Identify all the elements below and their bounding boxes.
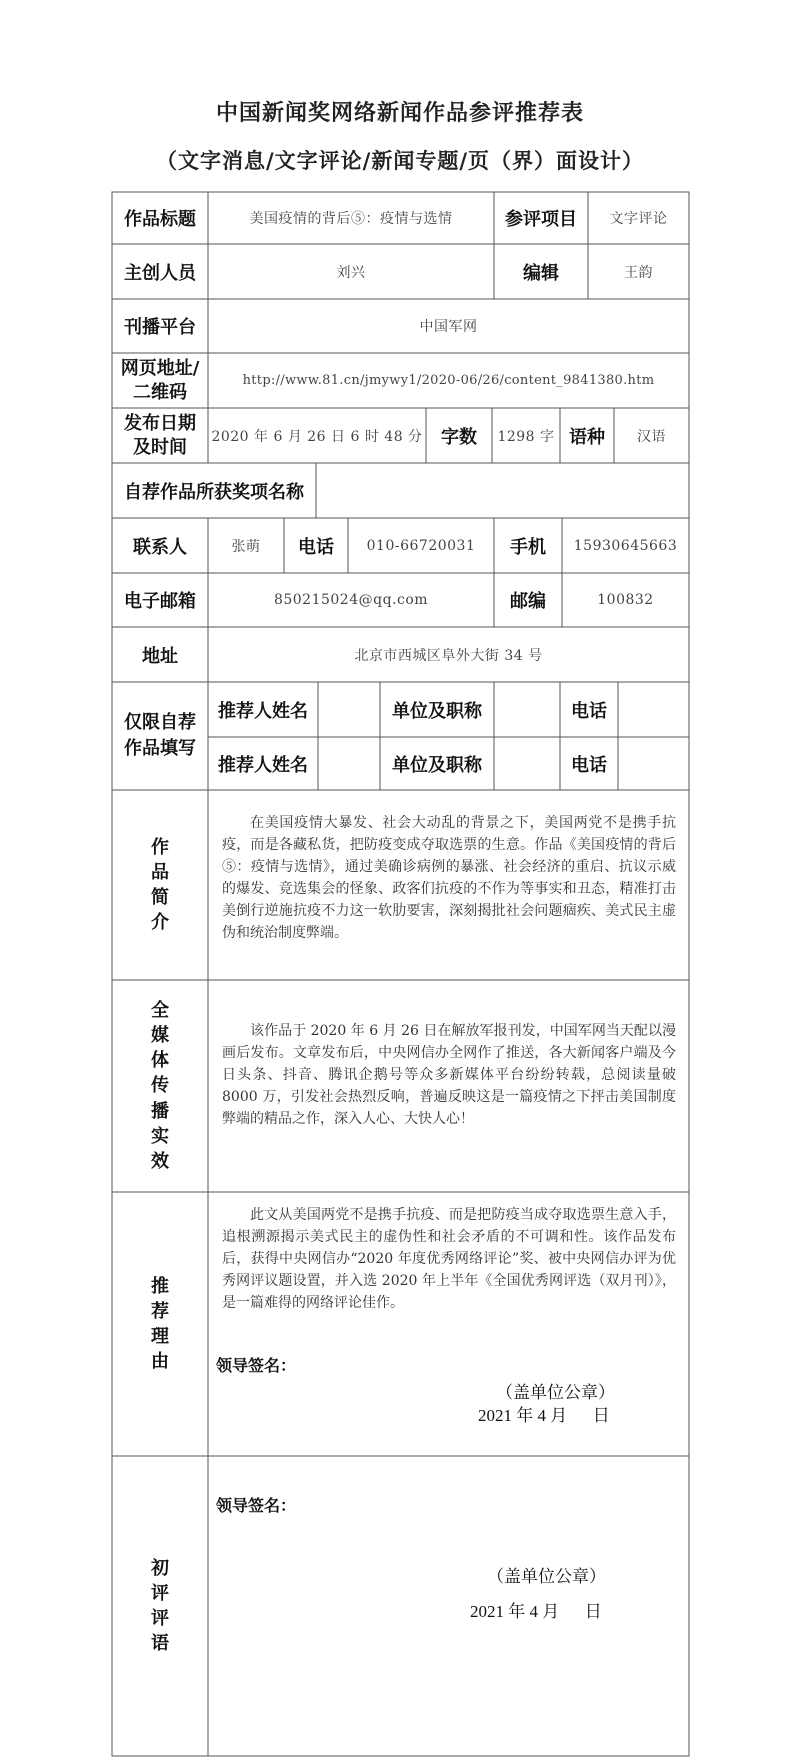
creator-value: 刘兴 — [336, 264, 366, 281]
work-title-label: 作品标题 — [124, 209, 196, 230]
address-label: 地址 — [142, 645, 178, 667]
work-title-value: 美国疫情的背后⑤：疫情与选情 — [249, 211, 453, 227]
url-value: http://www.81.cn/jmywy1/2020-06/26/content_9841380.htm — [242, 373, 655, 388]
phone-value: 010-66720031 — [366, 537, 476, 554]
initial-date: 2021 年 4 月 日 — [470, 1602, 602, 1621]
recommender-name-label-1: 推荐人姓名 — [218, 700, 308, 722]
email-label: 电子邮箱 — [124, 591, 196, 612]
awards-value — [316, 463, 689, 518]
effect-label: 全 媒 体 传 播 实 效 — [151, 999, 169, 1172]
recommender-phone-label-2: 电话 — [571, 754, 607, 776]
recommender-name-label-2: 推荐人姓名 — [218, 754, 308, 776]
page-title: 中国新闻奖网络新闻作品参评推荐表 — [215, 100, 584, 126]
language-value: 汉语 — [637, 428, 666, 445]
postcode-value: 100832 — [597, 592, 654, 608]
reason-label: 推 荐 理 由 — [151, 1275, 169, 1373]
email-value: 850215024@qq.com — [273, 592, 429, 608]
reason-date: 2021 年 4 月 日 — [478, 1406, 610, 1425]
word-count-label: 字数 — [441, 426, 477, 448]
summary-label: 作 品 简 介 — [151, 836, 169, 934]
platform-value: 中国军网 — [419, 319, 478, 335]
reason-signature: 领导签名： — [216, 1356, 297, 1375]
word-count-value: 1298 字 — [497, 428, 555, 445]
contact-label: 联系人 — [133, 536, 187, 558]
editor-label: 编辑 — [523, 262, 559, 284]
phone-label: 电话 — [298, 536, 334, 558]
postcode-label: 邮编 — [510, 591, 546, 612]
reason-seal: （盖单位公章） — [496, 1383, 615, 1403]
platform-label: 刊播平台 — [124, 317, 196, 338]
initial-label: 初 评 评 语 — [151, 1557, 169, 1655]
category-value: 文字评论 — [609, 211, 668, 227]
recommender-phone-label-1: 电话 — [571, 700, 607, 722]
page-subtitle: （文字消息/文字评论/新闻专题/页（界）面设计） — [155, 148, 644, 173]
address-value: 北京市西城区阜外大街 34 号 — [354, 647, 543, 664]
editor-value: 王韵 — [624, 264, 653, 281]
mobile-value: 15930645663 — [573, 537, 678, 554]
language-label: 语种 — [569, 426, 605, 448]
effect-text: 该作品于 2020 年 6 月 26 日在解放军报刊发，中国军网当天配以漫画后发布。文章发布后，中央网信办全网作了推送，各大新闻客户端及今日头条、抖音、腾讯企鹅号等众多新媒体平台纷纷转载，总阅读量破 8000 万，引发社会热烈反响，普遍反映这是一篇疫情之下抨击美国制度弊端的精品之作，深入人心、大快人心！ — [222, 1023, 676, 1127]
contact-value: 张萌 — [231, 538, 261, 555]
initial-signature: 领导签名： — [216, 1496, 297, 1515]
recommender-unit-label-2: 单位及职称 — [392, 754, 482, 776]
url-label: 网页地址/二维码 — [120, 357, 200, 403]
publish-time-value: 2020 年 6 月 26 日 6 时 48 分 — [211, 428, 423, 445]
awards-label: 自荐作品所获奖项名称 — [124, 481, 304, 503]
recommender-unit-label-1: 单位及职称 — [392, 700, 482, 722]
creator-label: 主创人员 — [124, 262, 196, 284]
self-recommend-label: 仅限自荐作品填写 — [124, 712, 196, 759]
reason-text: 此文从美国两党不是携手抗疫、而是把防疫当成夺取选票生意入手，追根溯源揭示美式民主的虚伪性和社会矛盾的不可调和性。该作品发布后，获得中央网信办“2020 年度优秀网络评论”奖、被中央网信办评为优秀网评议题设置，并入选 2020 年上半年《全国优秀网评选（双月刊）》，是一篇难得的网络评论佳作。 — [222, 1207, 676, 1311]
initial-seal: （盖单位公章） — [487, 1567, 606, 1587]
category-label: 参评项目 — [505, 209, 577, 230]
publish-time-label: 发布日期及时间 — [124, 412, 196, 458]
mobile-label: 手机 — [510, 536, 546, 558]
summary-text: 在美国疫情大暴发、社会大动乱的背景之下，美国两党不是携手抗疫，而是各藏私货，把防疫变成夺取选票的生意。作品《美国疫情的背后⑤：疫情与选情》，通过美确诊病例的暴涨、社会经济的重启、抗议示威的爆发、竞选集会的怪象、政客们抗疫的不作为等事实和丑态，精准打击美倒行逆施抗疫不力这一软肋要害，深刻揭批社会问题痼疾、美式民主虚伪和统治制度弊端。 — [222, 815, 676, 941]
